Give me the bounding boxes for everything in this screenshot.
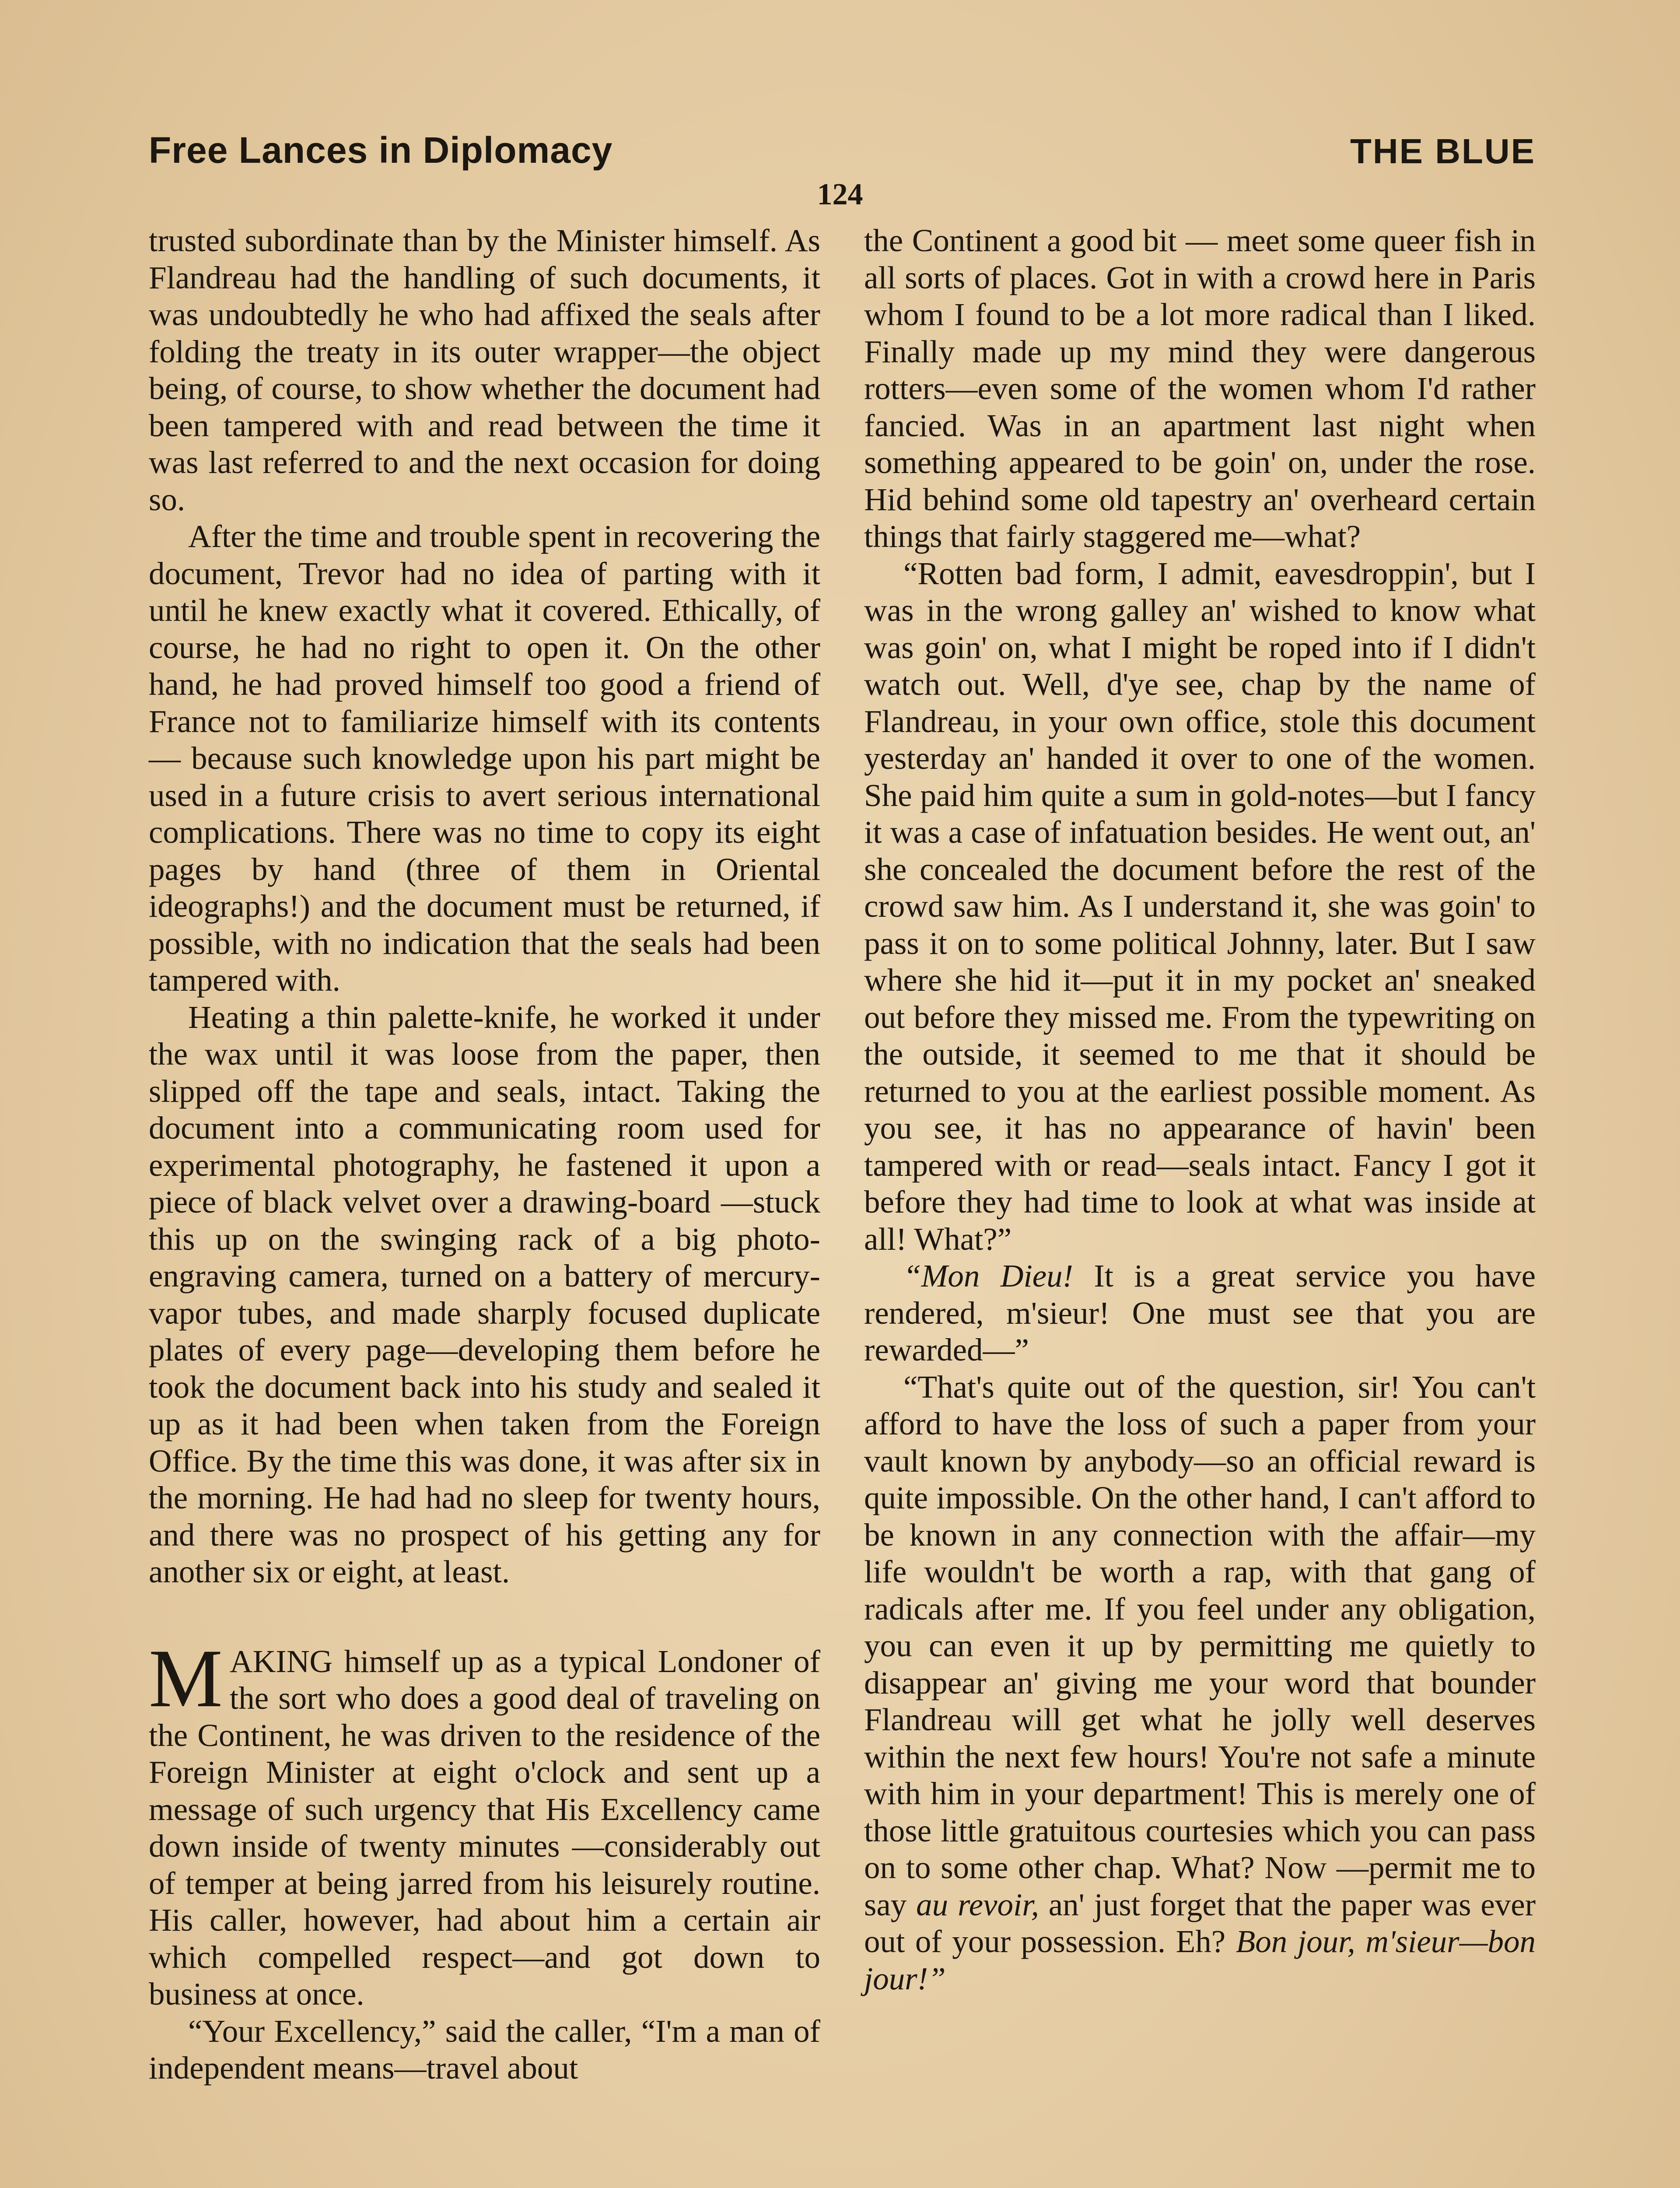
paragraph: trusted subordinate than by the Minister himself. As Flandreau had the handling of such documents, it was undoubtedly he who had affixed the seals after folding the treaty in its outer wrapper—the object being, of course, to show whether the document had been tampered with and read between the time it was last referred to and the next occasion for doing so. (149, 223, 820, 517)
left-column (149, 222, 820, 2087)
paragraph-text: “That's quite out of the question, sir! You can't afford to have the loss of such a paper from your vault known by anybody—so an official reward is quite impossible. On the other hand, I can't afford to be known in any connection with the affair—my life wouldn't be worth a rap, with that gang of radicals after me. If you feel under any obligation, you can even it up by permitting me quietly to disappear an' giving me your word that bounder Flandreau will get what he jolly well deserves within the next few hours! You're not safe a minute with him in your department! This is merely one of those little gratuitous courtesies which you can pass on to some other chap. What? Now —permit me to say (864, 1369, 1536, 1922)
page-number: 124 (817, 178, 863, 211)
paragraph-text: AKING himself up as a typical Londoner of the sort who does a good deal of traveling on the Continent, he was driven to the residence of the Foreign Minister at eight o'clock and sent up a message of such urgency that His Excellency came down inside of twenty minutes —considerably out of temper at being jarred from his leisurely routine. His caller, however, had about him a certain air which compelled respect—and got down to business at once. (149, 1643, 820, 2012)
magazine-name: THE BLUE (1350, 132, 1536, 171)
paragraph: After the time and trouble spent in recovering the document, Trevor had no idea of parting with it until he knew exactly what it covered. Ethically, of course, he had no right to open it. On the other hand, he had proved himself too good a friend of France not to familiarize himself with its contents — because such knowledge upon his part might be used in a future crisis to avert serious international complications. There was no time to copy its eight pages by hand (three of them in Oriental ideographs!) and the document must be returned, if possible, with no indication that the seals had been tampered with. (149, 519, 820, 998)
paragraph: the Continent a good bit — meet some queer fish in all sorts of places. Got in with a crowd here in Paris whom I found to be a lot more radical than I liked. Finally made up my mind they were dangerous rotters—even some of the women whom I'd rather fancied. Was in an apartment last night when something appeared to be goin' on, under the rose. Hid behind some old tapestry an' overheard certain things that fairly staggered me—what? (864, 223, 1536, 554)
paragraph: “Your Excellency,” said the caller, “I'm a man of independent means—travel about (149, 2013, 820, 2086)
paragraph-text: It is a great service you have rendered, m'sieur! One must see that you are rewarded—” (864, 1258, 1536, 1368)
drop-cap: M (149, 1632, 223, 1725)
italic-phrase: Bon jour, m'sieur—bon jour!” (864, 1924, 1536, 1996)
running-title: Free Lances in Diplomacy (149, 130, 613, 171)
paragraph (864, 1258, 1536, 1369)
italic-phrase: au revoir, (916, 1886, 1039, 1922)
italic-exclamation: “Mon Dieu! (903, 1258, 1073, 1294)
paragraph: “Rotten bad form, I admit, eavesdroppin', but I was in the wrong galley an' wished to know what was goin' on, what I might be roped into if I didn't watch out. Well, d'ye see, chap by the name of Flandreau, in your own office, stole this document yesterday an' handed it over to one of the women. She paid him quite a sum in gold-notes—but I fancy it was a case of infatuation besides. He went out, an' she concealed the document before the rest of the crowd saw him. As I understand it, she was goin' to pass it on to some political Johnny, later. But I saw where she hid it—put it in my pocket an' sneaked out before they missed me. From the typewriting on the outside, it seemed to me that it should be returned to you at the earliest possible moment. As you see, it has no appearance of havin' been tampered with or read—seals intact. Fancy I got it before they had time to look at what was inside at all! What?” (864, 555, 1536, 1257)
paragraph-text: an' just forget that the paper was ever out of your possession. Eh? (864, 1886, 1536, 1959)
paragraph (864, 1369, 1536, 1998)
paragraph: Heating a thin palette-knife, he worked it under the wax until it was loose from the paper, then slipped off the tape and seals, intact. Taking the document into a communicating room used for experimental photography, he fastened it upon a piece of black velvet over a drawing-board —stuck this up on the swinging rack of a big photo-engraving camera, turned on a battery of mercury-vapor tubes, and made sharply focused duplicate plates of every page—developing them before he took the document back into his study and sealed it up as it had been when taken from the Foreign Office. By the time this was done, it was after six in the morning. He had had no sleep for twenty hours, and there was no prospect of his getting any for another six or eight, at least. (149, 999, 820, 1589)
right-column (864, 222, 1536, 1997)
section-paragraph (149, 1632, 820, 2013)
